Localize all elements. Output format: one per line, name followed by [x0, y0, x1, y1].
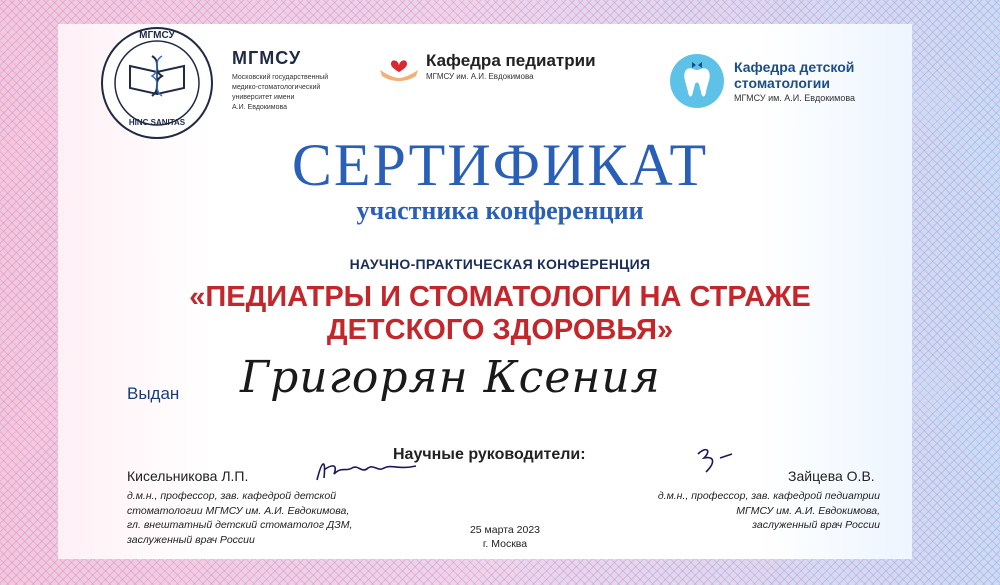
recipient-name: Григорян Ксения	[240, 352, 661, 403]
right-signature	[690, 440, 760, 480]
mgmsu-subtitle	[232, 73, 362, 113]
right-supervisor-name: Зайцева О.В.	[788, 468, 875, 484]
right-supervisor-description	[580, 489, 880, 533]
issue-city: г. Москва	[482, 538, 528, 550]
seal-top-text: МГМСУ	[139, 30, 175, 41]
left-desc-line: заслуженный врач России	[127, 533, 255, 546]
dentistry-title-line: стоматологии	[734, 75, 830, 91]
date-block	[430, 523, 580, 551]
university-seal-logo	[100, 26, 214, 140]
pediatrics-title: Кафедра педиатрии	[426, 51, 596, 70]
mgmsu-sub-line: медико-стоматологический	[232, 84, 321, 91]
dentistry-subtitle: МГМСУ им. А.И. Евдокимова	[734, 93, 856, 103]
left-supervisor-name: Кисельникова Л.П.	[127, 468, 249, 484]
conference-title-line: «ПЕДИАТРЫ И СТОМАТОЛОГИ НА СТРАЖЕ	[189, 281, 811, 313]
left-desc-line: д.м.н., профессор, зав. кафедрой детской	[127, 490, 337, 502]
left-supervisor-description	[127, 489, 417, 547]
mgmsu-sub-line: А.И. Евдокимова	[232, 104, 288, 111]
pediatrics-subtitle: МГМСУ им. А.И. Евдокимова	[426, 72, 534, 81]
supervisors-heading: Научные руководители:	[393, 446, 586, 463]
mgmsu-sub-line: университет имени	[232, 94, 295, 101]
issued-label: Выдан	[127, 384, 180, 403]
conference-label: НАУЧНО-ПРАКТИЧЕСКАЯ КОНФЕРЕНЦИЯ	[349, 256, 651, 272]
conference-title-line: ДЕТСКОГО ЗДОРОВЬЯ»	[326, 314, 674, 346]
left-signature	[312, 450, 422, 490]
left-desc-line: стоматологии МГМСУ им. А.И. Евдокимова,	[127, 504, 350, 517]
mgmsu-name: МГМСУ	[232, 48, 302, 68]
heart-hands-icon	[378, 50, 420, 82]
conference-title	[0, 281, 1000, 347]
certificate-subtitle: участника конференции	[356, 196, 644, 225]
dentistry-title-line: Кафедра детской	[734, 59, 855, 75]
certificate-title: СЕРТИФИКАТ	[291, 132, 709, 198]
mgmsu-sub-line: Московский государственный	[232, 74, 329, 81]
right-desc-line: д.м.н., профессор, зав. кафедрой педиатрии	[657, 490, 880, 502]
left-desc-line: гл. внештатный детский стоматолог ДЗМ,	[127, 519, 353, 531]
dentistry-department-logo	[668, 52, 855, 110]
seal-bottom-text: HINC SANITAS	[128, 118, 186, 127]
tooth-icon	[668, 52, 726, 110]
right-desc-line: заслуженный врач России	[752, 519, 880, 531]
pediatrics-department-logo	[378, 50, 596, 82]
issue-date: 25 марта 2023	[469, 524, 541, 536]
mgmsu-logo	[232, 48, 362, 113]
right-desc-line: МГМСУ им. А.И. Евдокимова,	[736, 504, 880, 517]
